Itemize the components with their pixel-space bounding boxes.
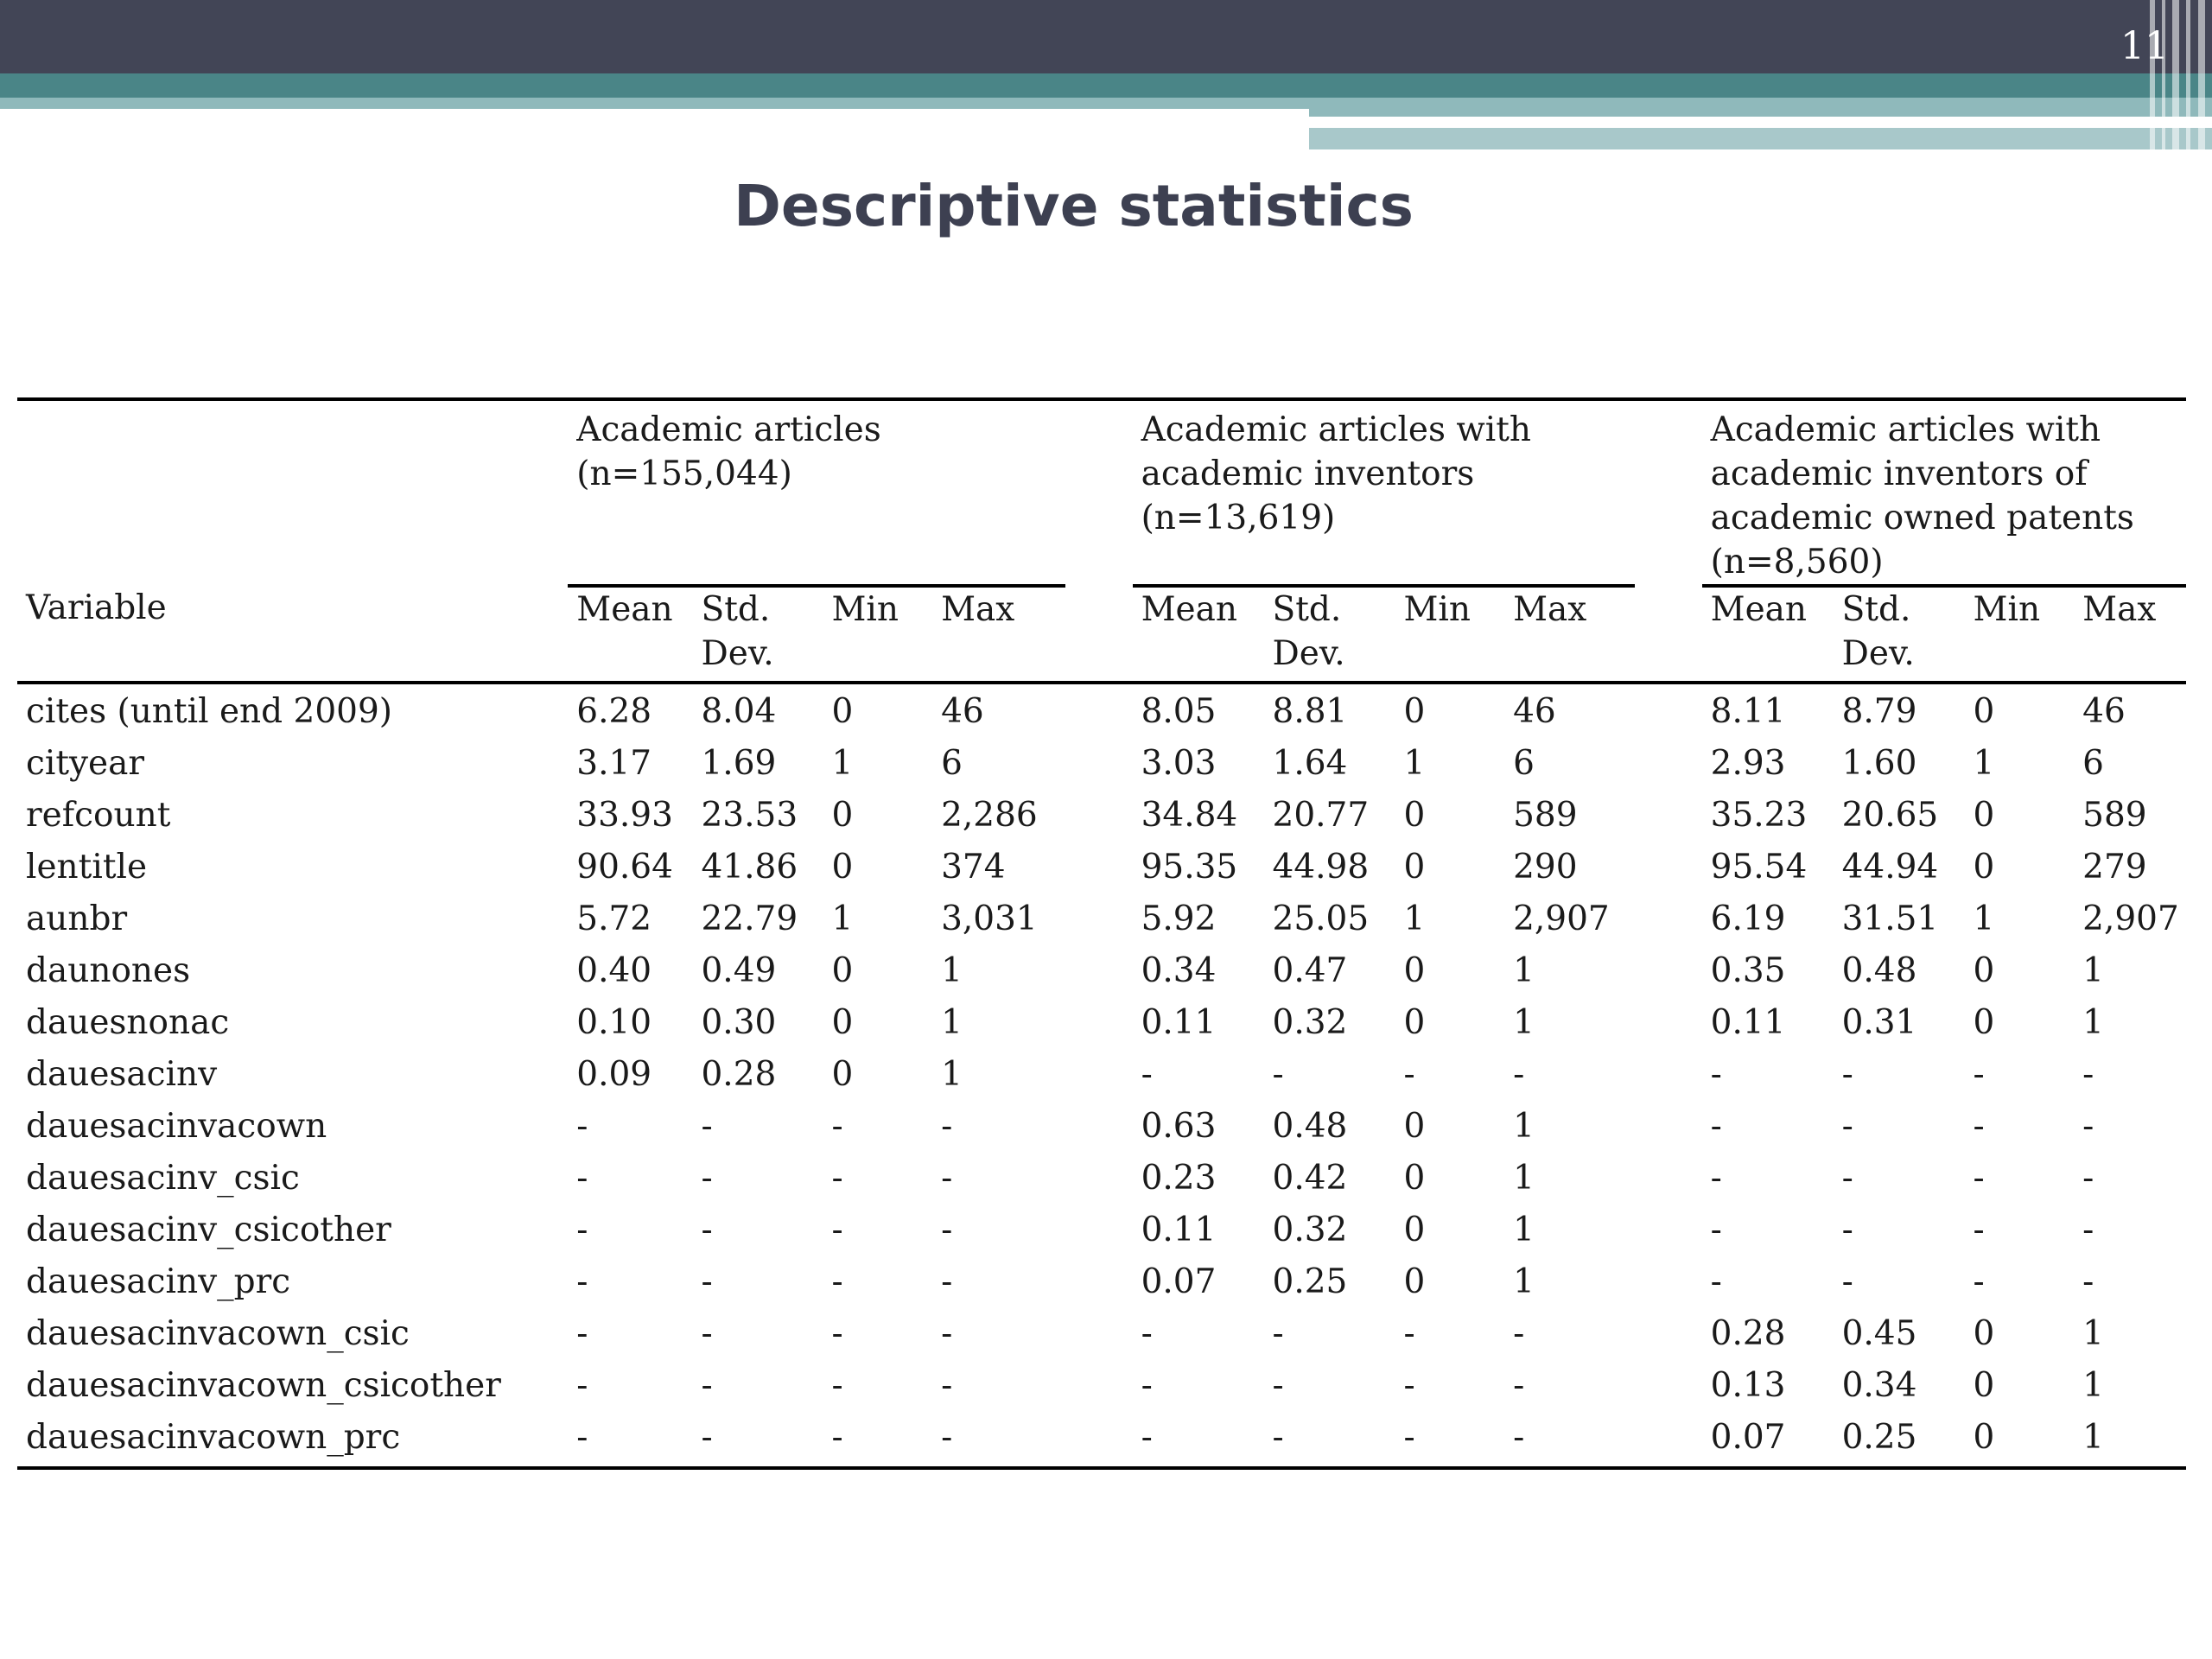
group-label-line: Academic articles with <box>1141 410 1532 449</box>
variable-cell: cityear <box>26 744 144 783</box>
column-gap <box>1635 1208 1702 1260</box>
value-cell: 1 <box>1973 899 1995 938</box>
value-cell: - <box>701 1314 713 1353</box>
value-cell: - <box>576 1107 588 1146</box>
table-row <box>17 741 2186 793</box>
value-cell: 1 <box>1513 1003 1535 1042</box>
value-cell: 3,031 <box>941 899 1038 938</box>
value-cell: 0.42 <box>1272 1159 1348 1198</box>
value-cell: 1.64 <box>1272 744 1348 783</box>
header-vertical-line <box>2186 0 2190 149</box>
value-cell: 0 <box>1973 848 1995 887</box>
value-cell: - <box>1710 1159 1722 1198</box>
column-gap <box>1635 1363 1702 1415</box>
column-gap <box>1065 1052 1133 1104</box>
value-cell: - <box>831 1211 843 1249</box>
value-cell: - <box>1710 1055 1722 1094</box>
column-gap <box>1635 1001 1702 1052</box>
value-cell: 6 <box>1513 744 1535 783</box>
value-cell: - <box>2082 1055 2094 1094</box>
value-cell: 0 <box>1973 796 1995 835</box>
value-cell: - <box>1403 1366 1415 1405</box>
empty-header-cell <box>17 399 568 586</box>
value-cell: - <box>576 1262 588 1301</box>
value-cell: 90.64 <box>576 848 673 887</box>
value-cell: - <box>1272 1055 1284 1094</box>
group-header-row <box>17 399 2186 586</box>
subheader-mean: Mean <box>568 586 692 683</box>
value-cell: 8.05 <box>1141 692 1217 731</box>
variable-cell: dauesacinvacown_csicother <box>26 1366 501 1405</box>
value-cell: 290 <box>1513 848 1578 887</box>
group-label-line: (n=155,044) <box>576 454 792 493</box>
variable-cell: dauesacinvacown <box>26 1107 327 1146</box>
value-cell: - <box>1395 1415 1504 1468</box>
value-cell: - <box>1973 1211 1985 1249</box>
value-cell: - <box>692 1415 823 1468</box>
header-stripe-light <box>0 98 1309 109</box>
value-cell: 1 <box>1973 744 1995 783</box>
value-cell: - <box>576 1211 588 1249</box>
value-cell: 0 <box>1973 1366 1995 1405</box>
column-gap <box>1065 1208 1133 1260</box>
value-cell: - <box>831 1159 843 1198</box>
group-label-line: academic owned patents <box>1710 499 2134 537</box>
value-cell: 0.32 <box>1272 1003 1348 1042</box>
value-cell: 1 <box>941 1055 963 1094</box>
column-gap <box>1065 1312 1133 1363</box>
value-cell: 44.98 <box>1272 848 1370 887</box>
column-gap <box>1065 1156 1133 1208</box>
column-gap <box>1065 683 1133 741</box>
subheader-std-dev: Std. Dev. <box>1834 586 1965 683</box>
value-cell: 46 <box>1513 692 1556 731</box>
value-cell: - <box>1841 1262 1853 1301</box>
value-cell: 0.28 <box>1710 1314 1786 1353</box>
value-cell: - <box>1513 1055 1525 1094</box>
value-cell: 589 <box>2082 796 2147 835</box>
value-cell: 6.28 <box>576 692 652 731</box>
column-gap <box>1635 897 1702 949</box>
value-cell: 8.79 <box>1841 692 1917 731</box>
column-gap <box>1635 1052 1702 1104</box>
column-gap <box>1635 683 1702 741</box>
value-cell: 1 <box>1513 1262 1535 1301</box>
value-cell: - <box>941 1159 953 1198</box>
value-cell: 1 <box>941 1003 963 1042</box>
value-cell: - <box>576 1159 588 1198</box>
value-cell: - <box>1710 1211 1722 1249</box>
value-cell: 41.86 <box>701 848 798 887</box>
value-cell: 0.13 <box>1710 1366 1786 1405</box>
value-cell: - <box>1973 1055 1985 1094</box>
variable-cell: dauesacinv_csicother <box>26 1211 391 1249</box>
column-gap <box>1065 1363 1133 1415</box>
table-row <box>17 793 2186 845</box>
value-cell: - <box>1141 1314 1153 1353</box>
value-cell: 589 <box>1513 796 1578 835</box>
group-label-line: (n=13,619) <box>1141 499 1336 537</box>
value-cell: 374 <box>941 848 1006 887</box>
value-cell: - <box>941 1314 953 1353</box>
value-cell: - <box>831 1107 843 1146</box>
value-cell: - <box>1513 1314 1525 1353</box>
value-cell: - <box>831 1314 843 1353</box>
variable-cell: dauesacinvacown_prc <box>17 1415 568 1468</box>
value-cell: 0.63 <box>1141 1107 1217 1146</box>
value-cell: 6 <box>941 744 963 783</box>
column-gap <box>1065 845 1133 897</box>
value-cell: 279 <box>2082 848 2147 887</box>
value-cell: - <box>1272 1314 1284 1353</box>
subheader-min: Min <box>823 586 932 683</box>
value-cell: 1 <box>1513 1211 1535 1249</box>
column-gap <box>1635 845 1702 897</box>
column-gap <box>1065 793 1133 845</box>
value-cell: 46 <box>941 692 984 731</box>
header-stripe-teal <box>0 73 2212 98</box>
value-cell: 3.17 <box>576 744 652 783</box>
variable-cell: aunbr <box>26 899 128 938</box>
subheader-std-dev: Std. Dev. <box>1264 586 1395 683</box>
value-cell: 0 <box>1403 796 1426 835</box>
table-row <box>17 1260 2186 1312</box>
value-cell: 0.09 <box>576 1055 652 1094</box>
value-cell: - <box>941 1262 953 1301</box>
value-cell: 0.35 <box>1710 951 1786 990</box>
slide-number: 11 <box>2120 24 2169 68</box>
subheader-mean: Mean <box>1702 586 1834 683</box>
value-cell: 0.47 <box>1272 951 1348 990</box>
value-cell: - <box>568 1415 692 1468</box>
value-cell: 0 <box>1973 1003 1995 1042</box>
value-cell: 0.30 <box>701 1003 777 1042</box>
value-cell: 2.93 <box>1710 744 1786 783</box>
value-cell: 6.19 <box>1710 899 1786 938</box>
value-cell: 1 <box>2082 1366 2104 1405</box>
value-cell: - <box>1841 1159 1853 1198</box>
value-cell: 0 <box>831 796 854 835</box>
variable-cell: lentitle <box>26 848 148 887</box>
value-cell: - <box>941 1211 953 1249</box>
value-cell: 1 <box>1513 1107 1535 1146</box>
value-cell: - <box>1513 1366 1525 1405</box>
value-cell: 5.72 <box>576 899 652 938</box>
group-header-academic-owned-patents <box>1702 399 2186 586</box>
value-cell: - <box>701 1366 713 1405</box>
value-cell: 0 <box>1973 951 1995 990</box>
table-row <box>17 1052 2186 1104</box>
value-cell: 0.25 <box>1272 1262 1348 1301</box>
value-cell: 0 <box>1973 1314 1995 1353</box>
value-cell: 0 <box>1965 1415 2075 1468</box>
value-cell: 95.35 <box>1141 848 1238 887</box>
value-cell: 8.81 <box>1272 692 1348 731</box>
variable-cell: cites (until end 2009) <box>26 692 392 731</box>
value-cell: 31.51 <box>1841 899 1939 938</box>
value-cell: 20.65 <box>1841 796 1939 835</box>
variable-header: Variable <box>17 586 568 683</box>
value-cell: 1 <box>941 951 963 990</box>
subheader-row <box>17 586 2186 683</box>
variable-cell: dauesacinvacown_csic <box>26 1314 410 1353</box>
value-cell: 0.11 <box>1141 1211 1217 1249</box>
value-cell: 2,286 <box>941 796 1038 835</box>
header-vertical-line <box>2198 0 2205 149</box>
value-cell: - <box>1272 1366 1284 1405</box>
value-cell: - <box>1973 1262 1985 1301</box>
variable-cell: dauesnonac <box>26 1003 230 1042</box>
value-cell: - <box>2082 1107 2094 1146</box>
value-cell: 0 <box>1403 848 1426 887</box>
group-header-academic-articles <box>568 399 1065 586</box>
subheader-max: Max <box>2074 586 2186 683</box>
value-cell: 1.60 <box>1841 744 1917 783</box>
value-cell: 0 <box>831 692 854 731</box>
header-vertical-line <box>2162 0 2165 149</box>
column-gap <box>1635 1415 1702 1468</box>
value-cell: - <box>941 1107 953 1146</box>
value-cell: - <box>823 1415 932 1468</box>
value-cell: 6 <box>2082 744 2104 783</box>
value-cell: 22.79 <box>701 899 798 938</box>
column-gap <box>1065 1104 1133 1156</box>
header-vertical-line <box>2172 0 2179 149</box>
descriptive-statistics-table <box>17 397 2186 1470</box>
value-cell: 1 <box>831 744 854 783</box>
subheader-max: Max <box>1504 586 1635 683</box>
column-gap <box>1635 793 1702 845</box>
value-cell: - <box>701 1159 713 1198</box>
table-row <box>17 1363 2186 1415</box>
header-stripe-white-line <box>1309 119 2048 126</box>
value-cell: 0 <box>831 848 854 887</box>
value-cell: - <box>701 1107 713 1146</box>
table-row <box>17 897 2186 949</box>
value-cell: - <box>1504 1415 1635 1468</box>
column-gap <box>1635 949 1702 1001</box>
table-row <box>17 1415 2186 1468</box>
value-cell: 0 <box>831 1003 854 1042</box>
value-cell: 0 <box>1403 951 1426 990</box>
value-cell: 1 <box>2082 951 2104 990</box>
value-cell: 0.34 <box>1841 1366 1917 1405</box>
variable-cell: dauesacinv_csic <box>26 1159 300 1198</box>
value-cell: 0.25 <box>1834 1415 1965 1468</box>
header-bar <box>0 0 2212 73</box>
value-cell: 1 <box>1403 744 1426 783</box>
value-cell: - <box>1841 1211 1853 1249</box>
value-cell: 0.49 <box>701 951 777 990</box>
value-cell: - <box>932 1415 1065 1468</box>
column-gap <box>1635 1104 1702 1156</box>
value-cell: 8.11 <box>1710 692 1786 731</box>
value-cell: 1 <box>2082 1003 2104 1042</box>
group-label-line: academic inventors of <box>1710 454 2088 493</box>
value-cell: - <box>1973 1159 1985 1198</box>
value-cell: 46 <box>2082 692 2126 731</box>
value-cell: 2,907 <box>1513 899 1610 938</box>
table-row <box>17 949 2186 1001</box>
table-body <box>17 683 2186 1468</box>
value-cell: 0 <box>1403 692 1426 731</box>
table-row <box>17 683 2186 741</box>
value-cell: - <box>1841 1107 1853 1146</box>
value-cell: 0.07 <box>1141 1262 1217 1301</box>
value-cell: 0.45 <box>1841 1314 1917 1353</box>
table-row <box>17 1104 2186 1156</box>
value-cell: 0 <box>1403 1211 1426 1249</box>
value-cell: - <box>701 1262 713 1301</box>
value-cell: 1 <box>831 899 854 938</box>
column-gap <box>1065 1260 1133 1312</box>
value-cell: - <box>576 1366 588 1405</box>
value-cell: 0 <box>1403 1003 1426 1042</box>
value-cell: - <box>701 1211 713 1249</box>
variable-cell: refcount <box>26 796 171 835</box>
table-row <box>17 1208 2186 1260</box>
value-cell: 0.28 <box>701 1055 777 1094</box>
value-cell: 0 <box>1403 1107 1426 1146</box>
value-cell: 33.93 <box>576 796 673 835</box>
value-cell: 0.40 <box>576 951 652 990</box>
variable-cell: dauesacinv <box>26 1055 218 1094</box>
value-cell: - <box>1403 1314 1415 1353</box>
slide-title: Descriptive statistics <box>734 173 1414 239</box>
value-cell: 0.31 <box>1841 1003 1917 1042</box>
subheader-std-dev: Std. Dev. <box>692 586 823 683</box>
value-cell: 8.04 <box>701 692 777 731</box>
value-cell: - <box>2082 1262 2094 1301</box>
value-cell: - <box>1710 1262 1722 1301</box>
value-cell: 1 <box>2082 1314 2104 1353</box>
value-cell: 44.94 <box>1841 848 1939 887</box>
value-cell: 0.10 <box>576 1003 652 1042</box>
column-gap <box>1065 1415 1133 1468</box>
subheader-min: Min <box>1965 586 2075 683</box>
column-gap <box>1635 741 1702 793</box>
group-label-line: (n=8,560) <box>1710 543 1884 582</box>
header-stripe-right-lower <box>1309 128 2212 149</box>
value-cell: - <box>576 1314 588 1353</box>
group-label-line: academic inventors <box>1141 454 1475 493</box>
value-cell: - <box>1141 1366 1153 1405</box>
column-gap <box>1635 1260 1702 1312</box>
header-stripe-right <box>1309 98 2212 117</box>
header-vertical-line <box>2150 0 2155 149</box>
value-cell: - <box>1141 1055 1153 1094</box>
table-row <box>17 1312 2186 1363</box>
table-row <box>17 1156 2186 1208</box>
column-gap <box>1635 1156 1702 1208</box>
value-cell: 0.07 <box>1702 1415 1834 1468</box>
value-cell: - <box>1403 1055 1415 1094</box>
column-gap <box>1065 949 1133 1001</box>
value-cell: - <box>941 1366 953 1405</box>
column-gap <box>1065 741 1133 793</box>
value-cell: 0.11 <box>1141 1003 1217 1042</box>
table-row <box>17 1001 2186 1052</box>
subheader-max: Max <box>932 586 1065 683</box>
value-cell: 3.03 <box>1141 744 1217 783</box>
value-cell: 0.34 <box>1141 951 1217 990</box>
value-cell: 0 <box>831 951 854 990</box>
value-cell: - <box>2082 1211 2094 1249</box>
value-cell: 1.69 <box>701 744 777 783</box>
value-cell: 2,907 <box>2082 899 2179 938</box>
value-cell: - <box>1264 1415 1395 1468</box>
column-gap <box>1065 1001 1133 1052</box>
value-cell: 1 <box>1513 951 1535 990</box>
value-cell: - <box>2082 1159 2094 1198</box>
value-cell: 1 <box>1403 899 1426 938</box>
value-cell: 0.48 <box>1841 951 1917 990</box>
value-cell: - <box>1133 1415 1264 1468</box>
table-row <box>17 845 2186 897</box>
value-cell: - <box>831 1262 843 1301</box>
value-cell: 0.32 <box>1272 1211 1348 1249</box>
value-cell: 0.23 <box>1141 1159 1217 1198</box>
value-cell: 0.48 <box>1272 1107 1348 1146</box>
value-cell: 5.92 <box>1141 899 1217 938</box>
subheader-mean: Mean <box>1133 586 1264 683</box>
variable-cell: dauesacinv_prc <box>26 1262 291 1301</box>
value-cell: 0 <box>1403 1159 1426 1198</box>
value-cell: 0.11 <box>1710 1003 1786 1042</box>
value-cell: - <box>831 1366 843 1405</box>
value-cell: 0 <box>1973 692 1995 731</box>
value-cell: 34.84 <box>1141 796 1238 835</box>
value-cell: - <box>1710 1107 1722 1146</box>
value-cell: 25.05 <box>1272 899 1370 938</box>
value-cell: 23.53 <box>701 796 798 835</box>
value-cell: 0 <box>1403 1262 1426 1301</box>
group-header-academic-inventors <box>1133 399 1635 586</box>
value-cell: - <box>1973 1107 1985 1146</box>
value-cell: 20.77 <box>1272 796 1370 835</box>
value-cell: 1 <box>2074 1415 2186 1468</box>
group-label-line: Academic articles <box>576 410 881 449</box>
column-gap <box>1635 1312 1702 1363</box>
value-cell: - <box>1841 1055 1853 1094</box>
group-label-line: Academic articles with <box>1710 410 2101 449</box>
value-cell: 0 <box>831 1055 854 1094</box>
variable-cell: daunones <box>26 951 191 990</box>
value-cell: 1 <box>1513 1159 1535 1198</box>
subheader-min: Min <box>1395 586 1504 683</box>
column-gap <box>1065 897 1133 949</box>
value-cell: 35.23 <box>1710 796 1808 835</box>
value-cell: 95.54 <box>1710 848 1808 887</box>
